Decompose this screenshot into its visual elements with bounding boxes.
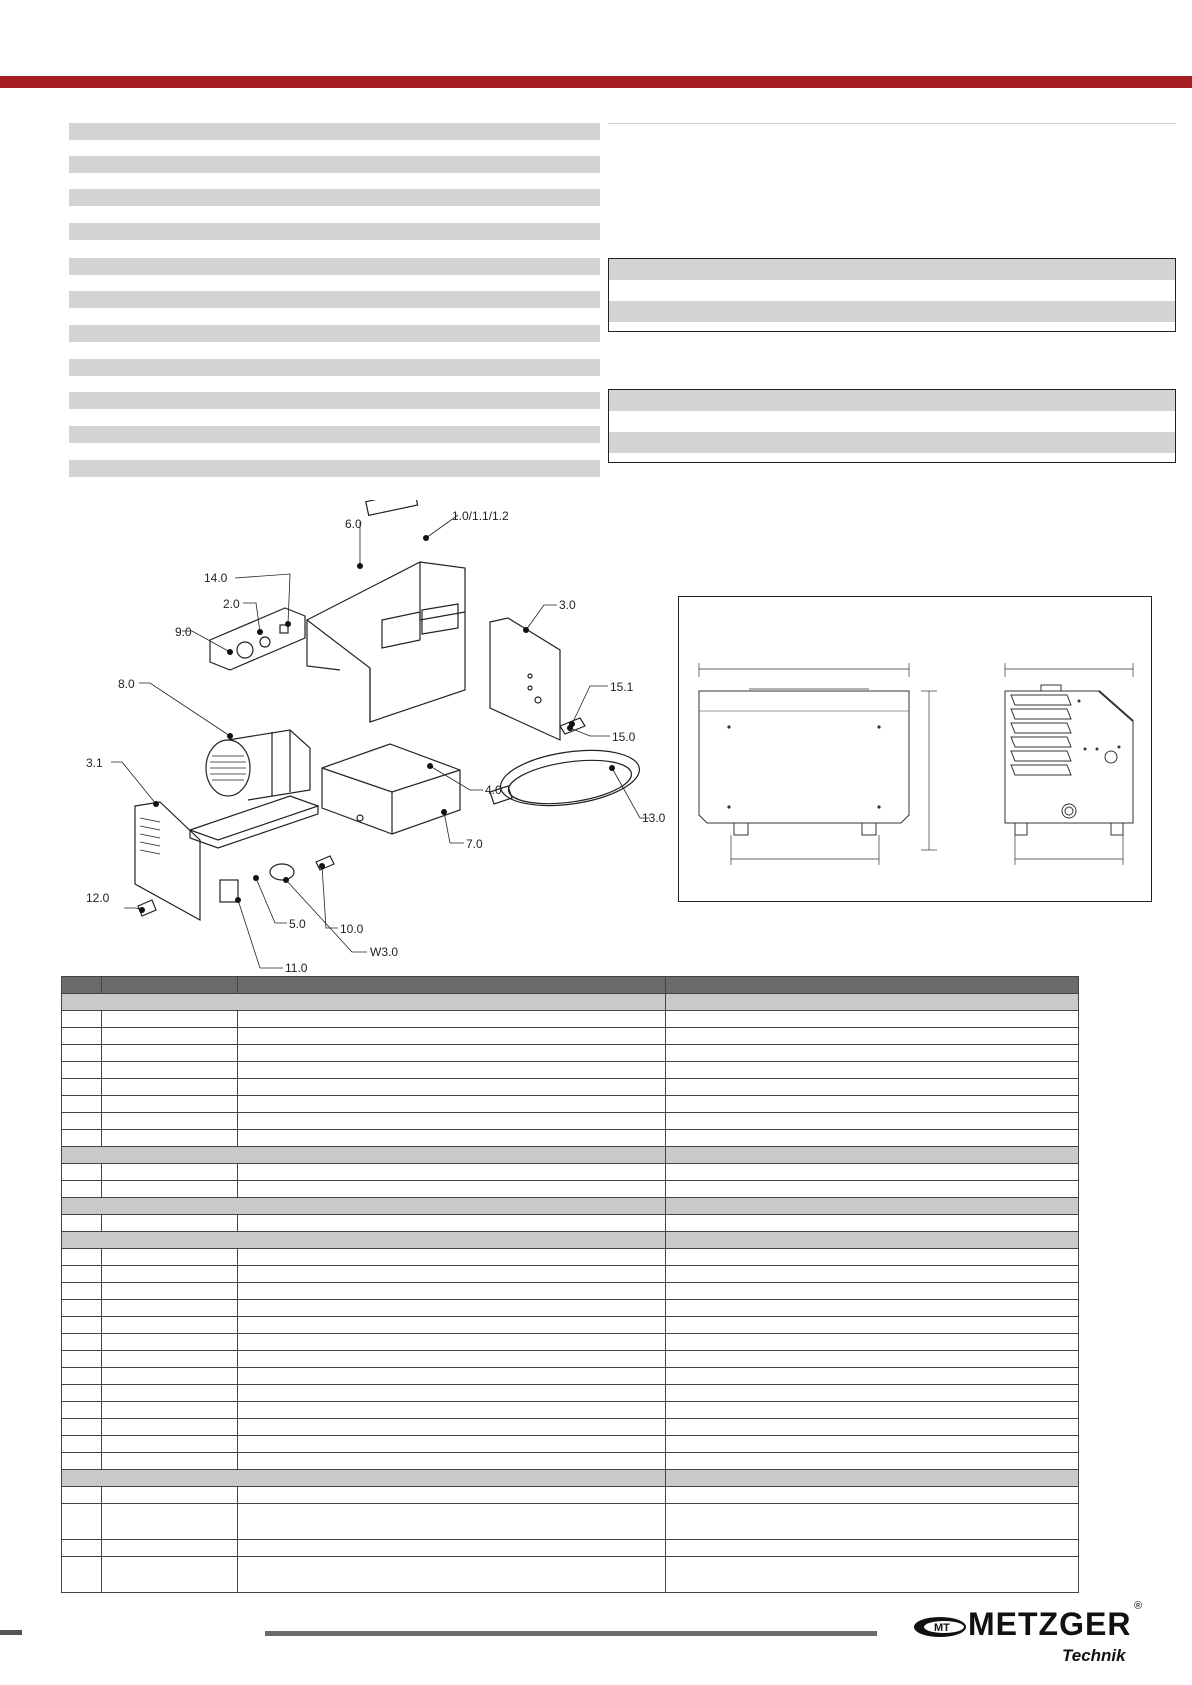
table-row <box>62 1300 1079 1317</box>
table-row <box>62 1215 1079 1232</box>
table-row <box>62 1164 1079 1181</box>
callout-12-0: 12.0 <box>86 891 110 905</box>
table-row <box>62 1079 1079 1096</box>
callout-5-0: 5.0 <box>289 917 306 931</box>
table-row <box>62 1557 1079 1593</box>
table-row <box>62 1283 1079 1300</box>
spec-row <box>69 291 600 308</box>
table-row <box>62 1351 1079 1368</box>
table-row <box>62 1011 1079 1028</box>
table-row <box>62 1096 1079 1113</box>
callout-4-0: 4.0 <box>485 783 502 797</box>
callout-1-0: 1.0/1.1/1.2 <box>452 509 509 523</box>
table-header-row <box>62 977 1079 994</box>
info-row <box>609 301 1175 322</box>
parts-list-table <box>61 976 1079 1593</box>
table-group-row <box>62 1470 1079 1487</box>
callout-9-0: 9.0 <box>175 625 192 639</box>
table-row <box>62 1130 1079 1147</box>
callout-7-0: 7.0 <box>466 837 483 851</box>
callout-15-0: 15.0 <box>612 730 636 744</box>
callout-8-0: 8.0 <box>118 677 135 691</box>
table-row <box>62 1368 1079 1385</box>
dimension-drawing <box>679 597 1151 901</box>
spec-row <box>69 123 600 140</box>
spec-row <box>69 223 600 240</box>
table-row <box>62 1249 1079 1266</box>
table-row <box>62 1028 1079 1045</box>
spec-row <box>69 258 600 275</box>
info-row <box>609 411 1175 432</box>
table-row <box>62 1317 1079 1334</box>
callout-w3-0: W3.0 <box>370 945 399 959</box>
spec-row <box>69 189 600 206</box>
info-box-2 <box>608 389 1176 463</box>
table-row <box>62 1540 1079 1557</box>
callout-6-0: 6.0 <box>345 517 362 531</box>
table-row <box>62 1487 1079 1504</box>
logo-brand: METZGER <box>968 1606 1132 1642</box>
table-row <box>62 1045 1079 1062</box>
dimension-drawing-box <box>678 596 1152 902</box>
footer-rule <box>265 1631 877 1636</box>
table-group-row <box>62 1232 1079 1249</box>
spec-row <box>69 392 600 409</box>
table-row <box>62 1402 1079 1419</box>
callout-2-0: 2.0 <box>223 597 240 611</box>
table-row <box>62 1419 1079 1436</box>
info-row <box>609 259 1175 280</box>
callout-15-1: 15.1 <box>610 680 634 694</box>
info-row <box>609 390 1175 411</box>
callout-14-0: 14.0 <box>204 571 228 585</box>
spec-row <box>69 460 600 477</box>
exploded-parts-diagram <box>60 500 680 980</box>
spec-row <box>69 156 600 173</box>
table-row <box>62 1062 1079 1079</box>
table-row <box>62 1113 1079 1130</box>
callout-3-0: 3.0 <box>559 598 576 612</box>
callout-11-0: 11.0 <box>285 961 308 975</box>
logo-mark <box>912 1614 968 1640</box>
callout-13-0: 13.0 <box>642 811 666 825</box>
table-group-row <box>62 1198 1079 1215</box>
table-group-row <box>62 1147 1079 1164</box>
header-accent-bar <box>0 76 1192 88</box>
registered-mark: ® <box>1134 1600 1143 1612</box>
info-box-1 <box>608 258 1176 332</box>
spec-row <box>69 325 600 342</box>
right-divider <box>608 123 1176 124</box>
spec-row <box>69 426 600 443</box>
callout-10-0: 10.0 <box>340 922 364 936</box>
spec-row <box>69 359 600 376</box>
info-row <box>609 432 1175 453</box>
table-row <box>62 1181 1079 1198</box>
logo-subtitle: Technik <box>1062 1646 1126 1665</box>
table-row <box>62 1504 1079 1540</box>
table-row <box>62 1453 1079 1470</box>
callout-3-1: 3.1 <box>86 756 103 770</box>
table-row <box>62 1436 1079 1453</box>
table-row <box>62 1334 1079 1351</box>
table-row <box>62 1385 1079 1402</box>
footer-rule-left <box>0 1630 22 1635</box>
table-group-row <box>62 994 1079 1011</box>
metzger-logo <box>912 1600 1152 1670</box>
table-row <box>62 1266 1079 1283</box>
info-row <box>609 280 1175 301</box>
svg-text:MT: MT <box>934 1622 950 1634</box>
